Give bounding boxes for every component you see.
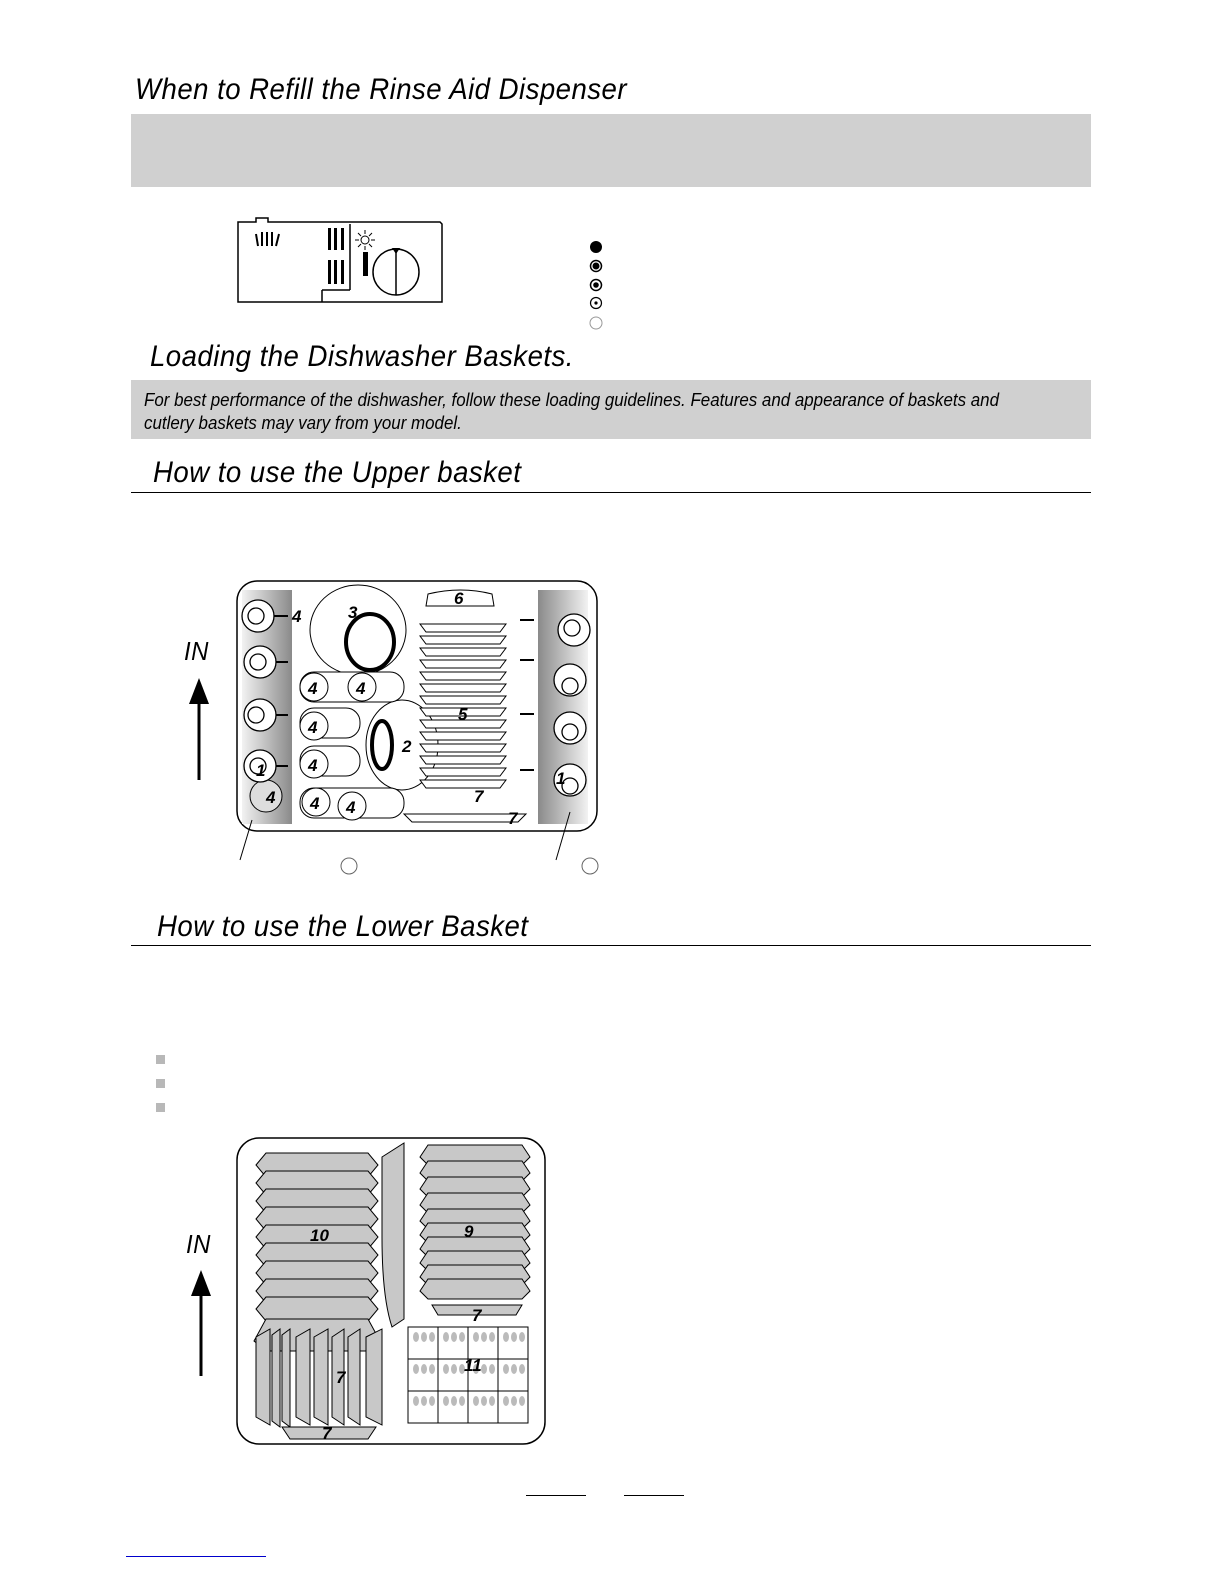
- upper-item-4-b: 4: [356, 679, 366, 698]
- lower-basket-rule: [131, 945, 1091, 946]
- footer-underline-right: [624, 1495, 684, 1496]
- loading-heading: Loading the Dishwasher Baskets.: [150, 340, 574, 373]
- rinse-aid-heading: When to Refill the Rinse Aid Dispenser: [135, 73, 628, 106]
- footer-link-underline[interactable]: [126, 1556, 266, 1557]
- upper-item-4-f: 4: [346, 798, 356, 817]
- upper-item-1-left: 1: [256, 761, 266, 780]
- upper-item-4-g: 4: [266, 788, 276, 807]
- lower-item-7-mid: 7: [336, 1368, 346, 1387]
- lower-item-7-bottom: 7: [322, 1424, 332, 1443]
- upper-basket-diagram: [236, 580, 616, 880]
- bullet-square: [156, 1103, 165, 1112]
- indicator-empty: [590, 317, 602, 329]
- lower-item-9: 9: [464, 1222, 474, 1241]
- upper-item-7-a: 7: [474, 787, 484, 806]
- upper-basket-rule: [131, 492, 1091, 493]
- rinse-aid-level-indicators: [588, 238, 604, 334]
- lower-basket-diagram: [236, 1137, 548, 1447]
- upper-item-4-top: 4: [292, 607, 302, 626]
- lower-item-10: 10: [310, 1226, 329, 1245]
- dispenser-illustration: [236, 216, 446, 304]
- upper-item-3: 3: [348, 603, 358, 622]
- loading-intro-text: For best performance of the dishwasher, follow these loading guidelines. Features and appearance of baskets and cutlery baskets may vary from your model.: [144, 390, 999, 433]
- lower-item-7-top: 7: [472, 1306, 482, 1325]
- upper-item-4-a: 4: [308, 679, 318, 698]
- lower-basket-heading: How to use the Lower Basket: [157, 910, 529, 943]
- lower-item-11: 11: [464, 1356, 482, 1375]
- lower-in-label: IN: [186, 1229, 211, 1259]
- footer-underline-left: [526, 1495, 586, 1496]
- upper-item-2: 2: [402, 737, 412, 756]
- upper-item-4-c: 4: [308, 718, 318, 737]
- upper-item-5: 5: [458, 705, 468, 724]
- upper-in-arrow-icon: [188, 678, 212, 782]
- bullet-square: [156, 1079, 165, 1088]
- upper-basket-heading: How to use the Upper basket: [153, 456, 522, 489]
- upper-item-6: 6: [454, 589, 464, 608]
- bullet-square: [156, 1055, 165, 1064]
- lower-in-arrow-icon: [190, 1270, 214, 1378]
- upper-in-label: IN: [184, 636, 209, 666]
- upper-item-1-right: 1: [556, 769, 566, 788]
- upper-item-7-b: 7: [508, 809, 518, 828]
- upper-item-4-e: 4: [310, 794, 320, 813]
- indicator-full: [590, 241, 602, 253]
- upper-item-4-d: 4: [308, 756, 318, 775]
- rinse-aid-info-panel: [131, 114, 1091, 187]
